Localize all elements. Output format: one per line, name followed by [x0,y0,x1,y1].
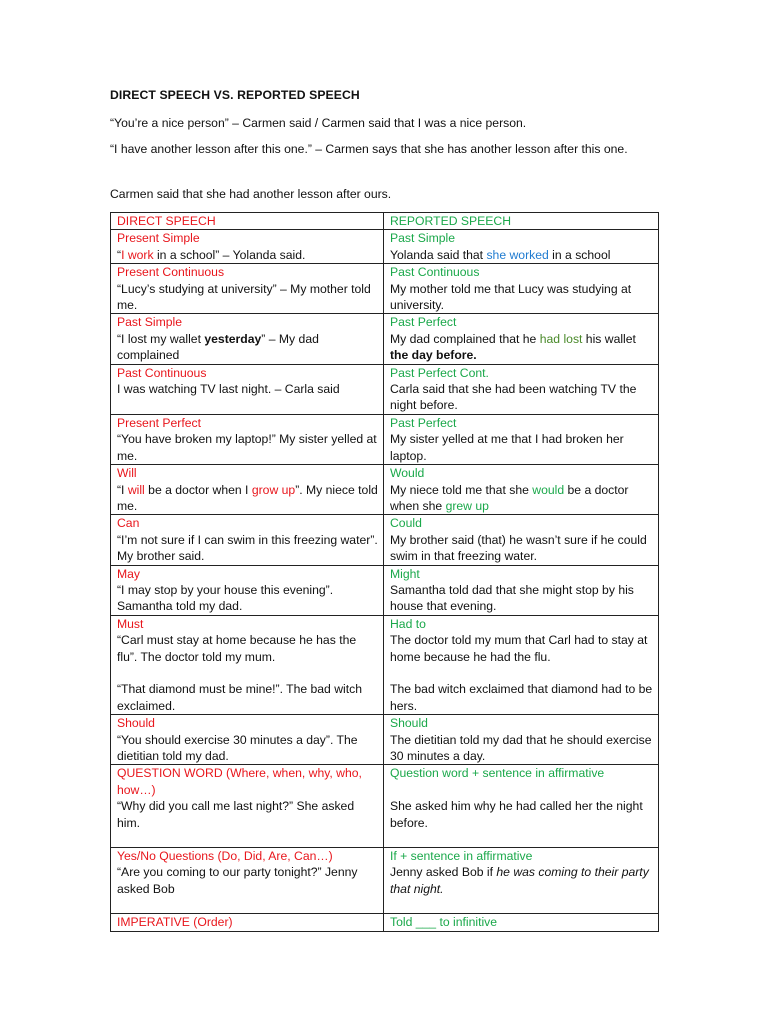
table-row [111,515,659,565]
example-text: She asked him why he had called her the night before. [390,799,643,830]
direct-cell [111,364,384,414]
example-text: The dietitian told my dad that he should exercise 30 minutes a day. [390,732,652,763]
direct-cell [111,264,384,314]
example-text: “Are you coming to our party tonight?” Jenny asked Bob [117,865,358,896]
table-row [111,765,659,848]
reported-cell [384,364,659,414]
example-text: “Why did you call me last night?” She asked him. [117,799,355,830]
example-text: “Lucy’s studying at university” – My mother told me. [117,281,371,313]
tense-heading: Told ___ to infinitive [390,915,498,930]
direct-cell [111,615,384,714]
table-row [111,848,659,914]
tense-heading: Past Perfect [390,315,457,330]
tense-heading: Present Perfect [117,415,201,430]
reported-cell [384,914,659,931]
reported-cell [384,230,659,264]
example-text: “I work in a school” – Yolanda said. [117,247,306,262]
example-text: “That diamond must be mine!”. The bad witch exclaimed. [117,682,362,713]
example-text: My niece told me that she would be a doctor when she grew up [390,482,629,513]
direct-cell [111,715,384,765]
tense-heading: Should [117,716,155,731]
tense-heading: Would [390,466,425,481]
tense-heading: IMPERATIVE (Order) [117,915,233,930]
example-text: “I will be a doctor when I grow up”. My niece told me. [117,482,378,513]
table-row [111,715,659,765]
reported-cell [384,848,659,914]
example-text: I was watching TV last night. – Carla said [117,382,340,397]
table-row [111,314,659,364]
table-row [111,465,659,515]
tense-heading: Past Perfect [390,415,457,430]
tense-heading: May [117,566,141,581]
tense-heading: Should [390,716,428,731]
reported-cell [384,765,659,848]
tense-heading: Present Simple [117,231,200,246]
tense-heading: Can [117,516,140,531]
direct-cell [111,914,384,931]
table-row [111,414,659,464]
reported-cell [384,465,659,515]
table-row [111,230,659,264]
tense-heading: Might [390,566,420,581]
direct-cell [111,465,384,515]
speech-comparison-table [110,212,659,932]
direct-speech-header: DIRECT SPEECH [111,213,384,230]
direct-cell [111,230,384,264]
example-text: Yolanda said that she worked in a school [390,247,611,262]
tense-heading: If + sentence in affirmative [390,849,533,864]
example-text: Jenny asked Bob if he was coming to their party that night. [390,865,649,896]
reported-cell [384,615,659,714]
example-text: “You should exercise 30 minutes a day”. The dietitian told my dad. [117,732,358,763]
example-text: “I lost my wallet yesterday” – My dad complained [117,331,319,363]
tense-heading: Yes/No Questions (Do, Did, Are, Can…) [117,849,333,864]
reported-cell [384,314,659,364]
tense-heading: QUESTION WORD (Where, when, why, who, how…) [117,766,362,797]
direct-cell [111,565,384,615]
table-row [111,914,659,931]
example-text: The doctor told my mum that Carl had to stay at home because he had the flu. [390,633,648,664]
example-text: Carla said that she had been watching TV the night before. [390,382,637,413]
tense-heading: Will [117,466,137,481]
example-text: The bad witch exclaimed that diamond had to be hers. [390,682,653,713]
direct-cell [111,414,384,464]
example-text: “Carl must stay at home because he has the flu”. The doctor told my mum. [117,633,357,664]
direct-cell [111,314,384,364]
table-row [111,565,659,615]
example-text: My brother said (that) he wasn’t sure if he could swim in that freezing water. [390,532,647,564]
intro-paragraph-1: “You’re a nice person” – Carmen said / Carmen said that I was a nice person. [110,116,527,130]
document-title: DIRECT SPEECH VS. REPORTED SPEECH [110,88,360,102]
reported-cell [384,515,659,565]
intro-paragraph-2: “I have another lesson after this one.” – Carmen says that she has another lesson after this one. [110,142,628,156]
example-text: “I’m not sure if I can swim in this freezing water”. My brother said. [117,532,378,564]
tense-heading: Had to [390,616,426,631]
example-text: “You have broken my laptop!” My sister yelled at me. [117,432,377,463]
reported-cell [384,414,659,464]
table-header-row [111,213,659,230]
example-text: My mother told me that Lucy was studying at university. [390,281,632,313]
tense-heading: Question word + sentence in affirmative [390,766,605,781]
tense-heading: Past Continuous [390,265,480,280]
example-text: My sister yelled at me that I had broken her laptop. [390,432,624,463]
intro-paragraph-3: Carmen said that she had another lesson after ours. [110,187,392,201]
reported-speech-header: REPORTED SPEECH [384,213,659,230]
example-text: My dad complained that he had lost his wallet the day before. [390,331,636,363]
tense-heading: Present Continuous [117,265,225,280]
example-text: “I may stop by your house this evening”. Samantha told my dad. [117,582,334,614]
direct-cell [111,515,384,565]
direct-cell [111,848,384,914]
tense-heading: Past Simple [117,315,183,330]
example-text: Samantha told dad that she might stop by his house that evening. [390,582,634,614]
tense-heading: Past Simple [390,231,456,246]
direct-cell [111,765,384,848]
tense-heading: Must [117,616,144,631]
tense-heading: Past Continuous [117,365,207,380]
table-row [111,264,659,314]
tense-heading: Could [390,516,422,531]
reported-cell [384,715,659,765]
reported-cell [384,264,659,314]
tense-heading: Past Perfect Cont. [390,365,489,380]
table-row [111,615,659,714]
reported-cell [384,565,659,615]
table-row [111,364,659,414]
